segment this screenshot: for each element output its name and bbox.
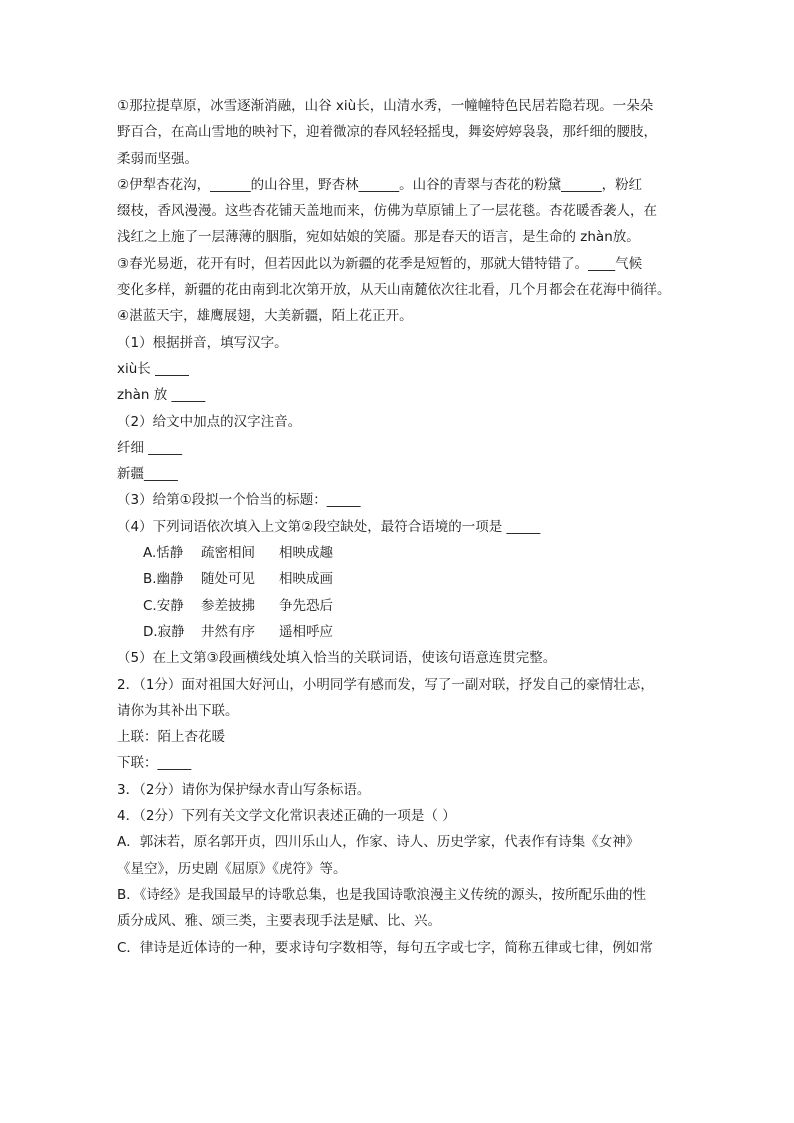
question-text: 请你为其补出下联。: [117, 702, 239, 719]
choice-label: A.恬静: [143, 545, 184, 562]
choice-label: B.幽静: [143, 571, 184, 588]
answer-blank-line: 新疆_____: [117, 466, 178, 483]
choice-option-b: [117, 566, 689, 592]
choice-word-1: 疏密相间: [201, 545, 255, 562]
text-line: 浅红之上施了一层薄薄的胭脂，宛如姑娘的笑靥。那是春天的语言，是生命的 zhàn放。: [117, 229, 640, 246]
question-text: （5）在上文第③段画横线处填入恰当的关联词语，使该句语意连贯完整。: [117, 650, 557, 667]
choice-word-1: 参差披拂: [201, 597, 255, 614]
choice-word-2: 争先恐后: [279, 597, 333, 614]
option-text: A．郭沫若，原名郭开贞，四川乐山人，作家、诗人、历史学家，代表作有诗集《女神》: [117, 834, 640, 851]
choice-option-c: [117, 593, 689, 619]
question-text: （4）下列词语依次填入上文第②段空缺处，最符合语境的一项是 _____: [117, 518, 541, 535]
question-text: 2．（1分）面对祖国大好河山，小明同学有感而发，写了一副对联，抒发自己的豪情壮志，: [117, 676, 654, 693]
text-line: ②伊犁杏花沟，______的山谷里，野杏林______。山谷的青翠与杏花的粉黛______，粉红: [117, 176, 643, 193]
question-text: （3）给第①段拟一个恰当的标题：_____: [117, 492, 361, 509]
text-line: ③春光易逝，花开有时，但若因此以为新疆的花季是短暂的，那就大错特错了。____气候: [117, 255, 643, 272]
text-line: ④湛蓝天宇，雄鹰展翅，大美新疆，陌上花正开。: [117, 308, 413, 325]
question-text: （1）根据拼音，填写汉字。: [117, 334, 288, 351]
question-text: （2）给文中加点的汉字注音。: [117, 413, 302, 430]
choice-option-d: [117, 619, 689, 645]
text-line: 野百合，在高山雪地的映衬下，迎着微凉的春风轻轻摇曳，舞姿婷婷袅袅，那纤细的腰肢，: [117, 124, 657, 141]
choice-word-2: 遥相呼应: [279, 623, 333, 640]
choice-word-1: 井然有序: [201, 623, 255, 640]
option-text: 质分成风、雅、颂三类，主要表现手法是赋、比、兴。: [117, 913, 441, 930]
text-line: 柔弱而坚强。: [117, 150, 198, 167]
text-line: 上联：陌上杏花暖: [117, 729, 225, 746]
answer-blank-line: zhàn 放 _____: [117, 387, 206, 404]
choice-word-2: 相映成趣: [279, 545, 333, 562]
option-text: B．《诗经》是我国最早的诗歌总集，也是我国诗歌浪漫主义传统的源头，按所配乐曲的性: [117, 886, 647, 903]
text-line: ①那拉提草原，冰雪逐渐消融，山谷 xiù长，山清水秀，一幢幢特色民居若隐若现。一朵朵: [117, 98, 654, 114]
answer-blank-line: 纤细 _____: [117, 439, 183, 456]
choice-option-a: [117, 540, 689, 566]
answer-blank-line: 下联：_____: [117, 755, 192, 772]
choice-label: C.安静: [143, 597, 184, 614]
text-line: 变化多样，新疆的花由南到北次第开放，从天山南麓依次往北看，几个月都会在花海中徜徉。: [117, 282, 671, 299]
choice-word-2: 相映成画: [279, 571, 333, 588]
exam-page: [117, 93, 689, 961]
question-text: 4．（2分）下列有关文学文化常识表述正确的一项是（ ）: [117, 808, 456, 825]
answer-blank-line: xiù长 _____: [117, 360, 189, 377]
choice-word-1: 随处可见: [201, 571, 255, 588]
text-line: 缀枝，香风漫漫。这些杏花铺天盖地而来，仿佛为草原铺上了一层花毯。杏花暖香袭人，在: [117, 203, 657, 220]
option-text: 《星空》，历史剧《屈原》《虎符》等。: [117, 860, 347, 877]
option-text: C．律诗是近体诗的一种，要求诗句字数相等，每句五字或七字，简称五律或七律，例如常: [117, 939, 653, 956]
question-text: 3．（2分）请你为保护绿水青山写条标语。: [117, 781, 371, 798]
choice-label: D.寂静: [143, 623, 185, 640]
